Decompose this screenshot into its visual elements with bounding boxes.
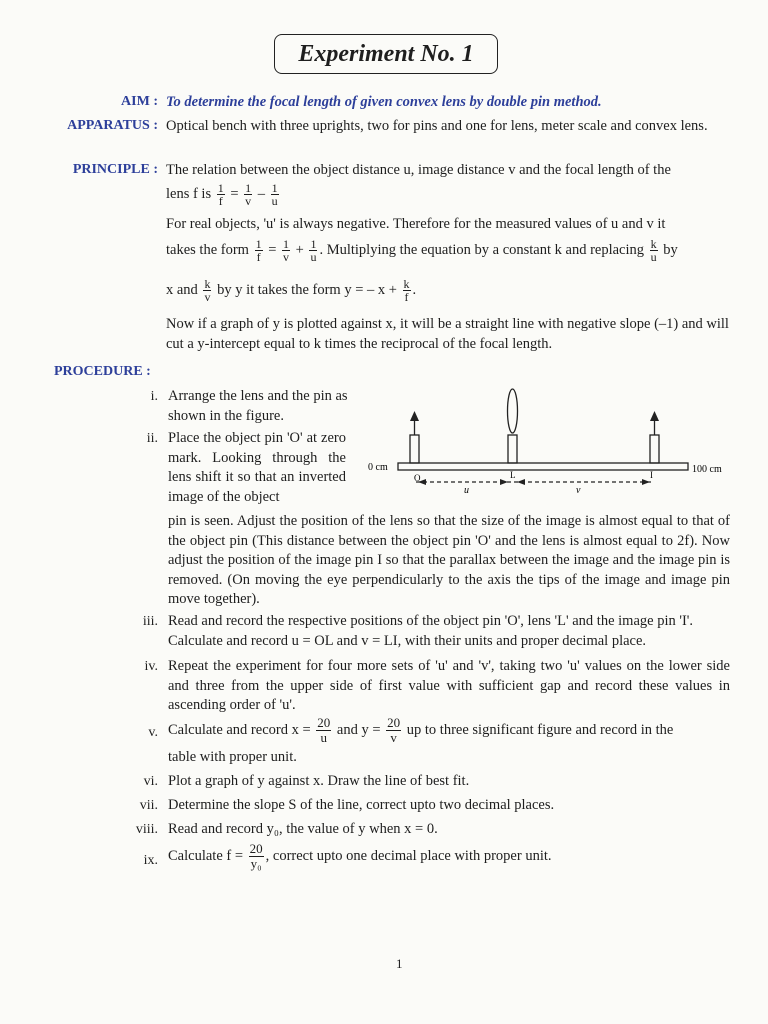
l-label: L — [510, 470, 516, 480]
fraction-1-f — [217, 182, 225, 207]
step-number: v. — [148, 725, 158, 740]
frac-den: v — [390, 730, 397, 745]
step-v-b: and y = — [336, 721, 381, 738]
equals-sign: = — [268, 241, 277, 258]
step-ix-a: Calculate f = — [168, 847, 244, 864]
u-label: u — [464, 485, 469, 495]
step-number: iii. — [142, 614, 158, 629]
page-number: 1 — [396, 956, 403, 971]
step-number: i. — [150, 389, 158, 404]
principle-line1: The relation between the object distance u, image distance v and the focal length of the — [166, 162, 671, 178]
step-ix-b: , correct upto one decimal place with proper unit. — [265, 847, 552, 864]
principle-label — [40, 162, 158, 178]
step-v-d: table with proper unit. — [168, 749, 297, 765]
plus-sign: + — [295, 241, 304, 258]
fraction-20-u — [316, 716, 331, 745]
aim-text: To determine the focal length of given convex lens by double pin method. — [166, 94, 602, 110]
colon: : — [153, 162, 158, 177]
step-iv-text: Repeat the experiment for four more sets of 'u' and 'v', taking two 'u' values on the lower side and three from the upper side of first value with sufficient gap and record these values in ascending order of 'u'. — [168, 658, 730, 713]
frac-den: f — [218, 194, 223, 208]
principle-p2a: For real objects, 'u' is always negative. Therefore for the measured values of u and v it — [166, 216, 666, 232]
fraction-1-f — [255, 238, 263, 263]
frac-num: 1 — [245, 181, 252, 195]
frac-num: k — [204, 277, 211, 291]
frac-den: u — [650, 250, 657, 264]
frac-den: y₀ — [250, 856, 262, 871]
frac-num: 20 — [387, 715, 401, 730]
frac-num: k — [403, 277, 410, 291]
principle-label-text: PRINCIPLE — [72, 162, 150, 177]
bench-bar — [398, 463, 688, 470]
hundred-cm-label: 100 cm — [692, 464, 722, 475]
frac-den: f — [404, 290, 409, 304]
frac-den: f — [256, 250, 261, 264]
minus-sign: – — [257, 185, 266, 202]
principle-p3: Now if a graph of y is plotted against x, it will be a straight line with negative slope (–1) and will cut a y-intercept equal to k times the reciprocal of the focal length. — [166, 316, 729, 352]
principle-p2c — [166, 278, 731, 303]
procedure-label-text: PROCEDURE — [54, 364, 143, 379]
arrow-v-icon — [517, 479, 525, 485]
image-pin-upright — [650, 435, 659, 463]
frac-num: 1 — [283, 237, 290, 251]
step-vii-text: Determine the slope S of the line, correct upto two decimal places. — [168, 797, 555, 813]
step-number: vii. — [139, 798, 158, 813]
principle-lens-formula — [166, 182, 731, 207]
aim-label — [60, 94, 158, 110]
object-pin-upright — [410, 435, 419, 463]
procedure-label — [54, 364, 151, 380]
frac-num: 1 — [271, 181, 278, 195]
frac-den: u — [320, 730, 328, 745]
frac-num: 1 — [255, 237, 262, 251]
step-number: ix. — [143, 853, 158, 868]
step-v-c: up to three significant figure and record in the — [406, 721, 674, 738]
colon: : — [153, 94, 158, 109]
step-ii-text-a: Place the object pin 'O' at zero mark. Looking through the lens shift it so that an inverted image of the object — [168, 430, 346, 505]
apparatus-label-text: APPARATUS — [67, 118, 150, 133]
arrow-u-icon — [500, 479, 508, 485]
p2c-mid: by y it takes the form y = – x + — [217, 281, 397, 298]
frac-num: 20 — [317, 715, 331, 730]
step-ix-text — [168, 842, 730, 871]
apparatus-label — [40, 118, 158, 134]
step-v-a: Calculate and record x = — [168, 721, 311, 738]
fraction-1-u — [309, 238, 317, 263]
fraction-20-v — [386, 716, 401, 745]
fraction-20-y0 — [249, 842, 264, 871]
aim-label-text: AIM — [121, 94, 150, 109]
fraction-1-v — [282, 238, 290, 263]
step-number: vi. — [143, 774, 158, 789]
frac-num: 1 — [217, 181, 224, 195]
frac-den: v — [283, 250, 290, 264]
o-label: O — [414, 473, 421, 483]
step-number: viii. — [135, 822, 158, 837]
p2b-start: takes the form — [166, 241, 249, 258]
step-v-text — [168, 716, 736, 745]
image-pin-arrow-icon — [650, 411, 659, 421]
colon: : — [153, 118, 158, 133]
zero-cm-label: 0 cm — [368, 462, 388, 473]
lens — [508, 389, 518, 433]
step-vi-text: Plot a graph of y against x. Draw the line of best fit. — [168, 773, 470, 789]
step-ii-text-b: pin is seen. Adjust the position of the lens so that the size of the image is almost equal to that of the object pin (This distance between the object pin 'O' and the lens is almost equal to 2f). Now adjust the position of the image pin I so that the parallax between the image and the image pin is removed. (On moving the eye perpendicularly to the axis the tips of the image and image pin move together). — [168, 513, 730, 607]
fraction-k-v — [203, 278, 211, 303]
fraction-1-v — [244, 182, 252, 207]
frac-den: v — [204, 290, 211, 304]
lens-f-is: lens f is — [166, 185, 212, 202]
step-iii-text: Read and record the respective positions of the object pin 'O', lens 'L' and the image pin 'I'. Calculate and record u = OL and v = LI, with their units and proper decimal place. — [168, 613, 694, 649]
colon: : — [146, 364, 151, 379]
i-label: I — [650, 470, 653, 480]
apparatus-text: Optical bench with three uprights, two for pins and one for lens, meter scale and convex lens. — [166, 118, 708, 134]
frac-num: 1 — [310, 237, 317, 251]
v-label: v — [576, 485, 581, 495]
object-pin-arrow-icon — [410, 411, 419, 421]
frac-den: v — [245, 194, 252, 208]
equals-sign: = — [230, 185, 239, 202]
arrow-right-icon — [642, 479, 650, 485]
page-title: Experiment No. 1 — [274, 34, 498, 74]
frac-den: u — [271, 194, 278, 208]
p2b-end: by — [663, 241, 678, 258]
optical-bench-diagram — [360, 385, 732, 495]
fraction-k-f — [403, 278, 411, 303]
p2b-mid: . Multiplying the equation by a constant k and replacing — [319, 241, 645, 258]
principle-p2b — [166, 238, 736, 263]
fraction-1-u — [271, 182, 279, 207]
p2c-start: x and — [166, 281, 198, 298]
period: . — [412, 281, 417, 298]
step-i-text: Arrange the lens and the pin as shown in the figure. — [168, 388, 348, 424]
step-viii-text: Read and record y₀, the value of y when x = 0. — [168, 821, 438, 837]
frac-num: k — [650, 237, 657, 251]
fraction-k-u — [650, 238, 658, 263]
lens-upright — [508, 435, 517, 463]
step-number: iv. — [144, 659, 158, 674]
frac-den: u — [310, 250, 317, 264]
step-number: ii. — [146, 431, 158, 446]
frac-num: 20 — [249, 841, 263, 856]
